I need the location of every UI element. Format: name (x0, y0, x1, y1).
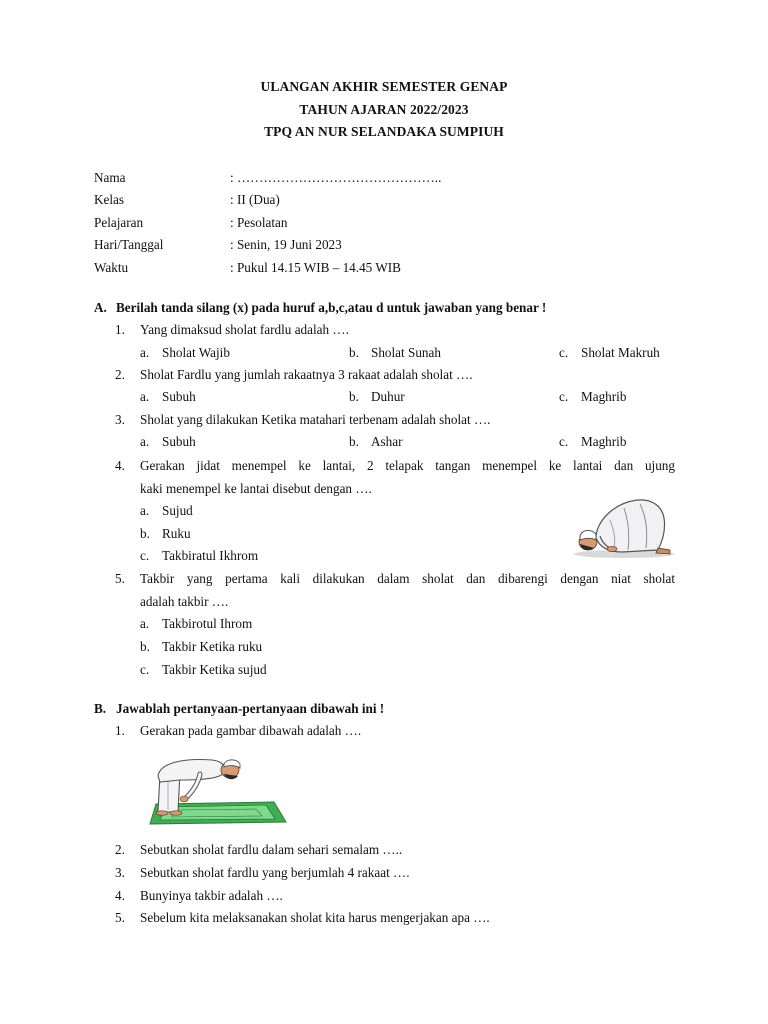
question-text: Yang dimaksud sholat fardlu adalah …. (140, 322, 349, 337)
option-letter: c. (559, 389, 569, 404)
section-instruction: Berilah tanda silang (x) pada huruf a,b,c,atau d untuk jawaban yang benar ! (116, 300, 547, 315)
sujud-illustration (566, 490, 678, 562)
option-text: Subuh (162, 434, 196, 449)
option-text: Takbiratul Ikhrom (162, 548, 259, 563)
option-letter: b. (140, 639, 150, 654)
question-number: 1. (115, 723, 125, 738)
option-letter: c. (140, 662, 150, 677)
option-letter: a. (140, 434, 150, 449)
option-letter: c. (140, 548, 150, 563)
option-text: Maghrib (581, 434, 627, 449)
info-pelajaran (94, 215, 654, 233)
info-label: Nama (94, 170, 126, 185)
option-text: Takbirotul Ihrom (162, 616, 253, 631)
option-text: Ashar (371, 434, 403, 449)
name-field: : ……………………………………….. (230, 170, 442, 185)
question-number: 2. (115, 842, 125, 857)
option-letter: b. (140, 526, 150, 541)
section-letter: A. (94, 300, 107, 315)
option-text: Subuh (162, 389, 196, 404)
info-label: Hari/Tanggal (94, 237, 164, 252)
option-letter: a. (140, 503, 150, 518)
info-label: Pelajaran (94, 215, 144, 230)
question-text: Sebelum kita melaksanakan sholat kita harus mengerjakan apa …. (140, 910, 490, 925)
question-number: 3. (115, 412, 125, 427)
question-text: Sholat yang dilakukan Ketika matahari terbenam adalah sholat …. (140, 412, 491, 427)
question-text: Bunyinya takbir adalah …. (140, 888, 283, 903)
section-letter: B. (94, 701, 107, 716)
question-text: adalah takbir …. (140, 594, 229, 609)
option-text: Takbir Ketika sujud (162, 662, 267, 677)
question-text: Gerakan pada gambar dibawah adalah …. (140, 723, 362, 738)
question-text: Sebutkan sholat fardlu yang berjumlah 4 rakaat …. (140, 865, 410, 880)
question-number: 2. (115, 367, 125, 382)
question-text: kaki menempel ke lantai disebut dengan …. (140, 481, 372, 496)
ruku-illustration (146, 752, 290, 830)
question-text: Takbir yang pertama kali dilakukan dalam sholat dan dibarengi dengan niat sholat (140, 571, 675, 586)
question-number: 4. (115, 888, 125, 903)
question-text: Sebutkan sholat fardlu dalam sehari semalam ….. (140, 842, 403, 857)
info-value: : Pesolatan (230, 215, 288, 230)
question-number: 5. (115, 910, 125, 925)
question-number: 4. (115, 458, 125, 473)
info-kelas (94, 192, 654, 210)
question-number: 1. (115, 322, 125, 337)
school-year: TAHUN AJARAN 2022/2023 (299, 102, 469, 117)
option-letter: b. (349, 434, 359, 449)
option-letter: a. (140, 616, 150, 631)
option-letter: c. (559, 434, 569, 449)
info-label: Kelas (94, 192, 125, 207)
info-value: : Pukul 14.15 WIB – 14.45 WIB (230, 260, 401, 275)
option-letter: c. (559, 345, 569, 360)
option-text: Sholat Sunah (371, 345, 441, 360)
exam-title: ULANGAN AKHIR SEMESTER GENAP (260, 79, 508, 94)
question-text: Gerakan jidat menempel ke lantai, 2 telapak tangan menempel ke lantai dan ujung (140, 458, 675, 473)
option-letter: b. (349, 345, 359, 360)
option-letter: a. (140, 389, 150, 404)
option-letter: a. (140, 345, 150, 360)
option-letter: b. (349, 389, 359, 404)
question-number: 3. (115, 865, 125, 880)
option-text: Sujud (162, 503, 193, 518)
section-instruction: Jawablah pertanyaan-pertanyaan dibawah ini ! (116, 701, 385, 716)
info-waktu (94, 260, 654, 278)
option-text: Sholat Makruh (581, 345, 660, 360)
school-name: TPQ AN NUR SELANDAKA SUMPIUH (264, 124, 504, 139)
question-number: 5. (115, 571, 125, 586)
info-value: : Senin, 19 Juni 2023 (230, 237, 342, 252)
option-text: Maghrib (581, 389, 627, 404)
info-hari-tanggal (94, 237, 654, 255)
option-text: Ruku (162, 526, 191, 541)
option-text: Takbir Ketika ruku (162, 639, 263, 654)
info-label: Waktu (94, 260, 129, 275)
option-text: Duhur (371, 389, 405, 404)
info-nama (94, 170, 654, 188)
question-text: Sholat Fardlu yang jumlah rakaatnya 3 rakaat adalah sholat …. (140, 367, 473, 382)
info-value: : II (Dua) (230, 192, 280, 207)
option-text: Sholat Wajib (162, 345, 230, 360)
